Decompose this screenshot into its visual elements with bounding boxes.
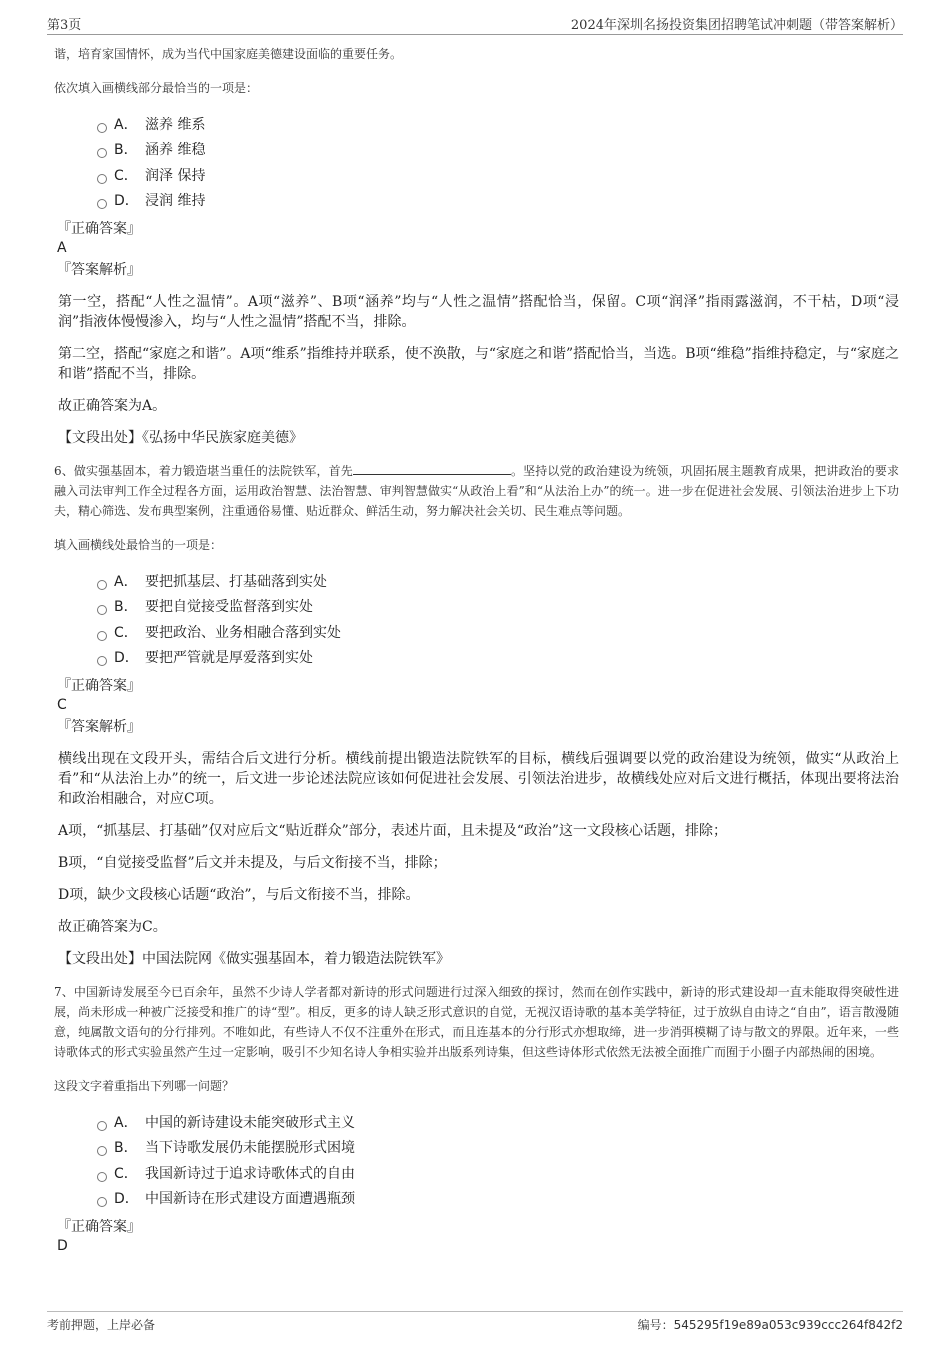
radio-icon[interactable]: [97, 148, 107, 158]
radio-icon[interactable]: [97, 123, 107, 133]
radio-icon[interactable]: [97, 1121, 107, 1131]
q6-analysis-label: 『答案解析』: [57, 719, 141, 735]
q7-option-c[interactable]: C． 我国新诗过于追求诗歌体式的自由: [97, 1161, 899, 1187]
q6-analysis-5: 故正确答案为C。: [58, 919, 167, 935]
q5-analysis-label: 『答案解析』: [57, 262, 141, 278]
radio-icon[interactable]: [97, 580, 107, 590]
q5-option-c[interactable]: C． 润泽 保持: [97, 163, 899, 189]
page-header: [47, 10, 903, 35]
q6-prompt: 填入画横线处最恰当的一项是：: [54, 538, 223, 552]
q6-analysis-4: D项，缺少文段核心话题“政治”，与后文衔接不当，排除。: [58, 887, 420, 903]
q5-analysis-3: 故正确答案为A。: [58, 398, 167, 414]
q6-analysis-3: B项，“自觉接受监督”后文并未提及，与后文衔接不当，排除；: [58, 855, 447, 871]
q6-blank: [353, 462, 511, 475]
radio-icon[interactable]: [97, 199, 107, 209]
q7-option-d[interactable]: D． 中国新诗在形式建设方面遭遇瓶颈: [97, 1187, 899, 1213]
q6-analysis-2: A项，“抓基层、打基础”仅对应后文“贴近群众”部分，表述片面，且未提及“政治”这一文段核心话题，排除；: [58, 823, 728, 839]
q6-text: 6、做实强基固本，着力锻造堪当重任的法院铁军，首先 。坚持以党的政治建设为统领，巩固拓展主题教育成果，把讲政治的要求融入司法审判工作全过程各方面，运用政治智慧、法治智慧、审判智慧做实“从政治上看”和“从法治上办”的统一。进一步在促进社会发展、引领法治进步上下功夫，精心筛选、发布典型案例，注重通俗易懂、贴近群众、鲜活生动，努力解决社会关切、民生难点等问题。: [54, 464, 899, 518]
q6-options: [97, 569, 899, 671]
radio-icon[interactable]: [97, 1172, 107, 1182]
page-content: [54, 44, 899, 1255]
q7-prompt: 这段文字着重指出下列哪一问题？: [54, 1079, 235, 1093]
document-title: 2024年深圳名扬投资集团招聘笔试冲刺题（带答案解析）: [570, 18, 903, 33]
q7-option-a[interactable]: A． 中国的新诗建设未能突破形式主义: [97, 1110, 899, 1136]
q7-text: 7、中国新诗发展至今已百余年，虽然不少诗人学者都对新诗的形式问题进行过深入细致的探讨，然而在创作实践中，新诗的形式建设却一直未能取得突破性进展，尚未形成一种被广泛接受和推广的诗“型”。相反，更多的诗人缺乏形式意识的自觉，无视汉语诗歌的基本美学特征，过于放纵自由诗之“自由”，语言散漫随意，纯属散文语句的分行排列。不唯如此，有些诗人不仅不注重外在形式，而且连基本的分行形式亦想取缔，进一步消弭模糊了诗与散文的界限。近年来，一些诗歌体式的形式实验虽然产生过一定影响，吸引不少知名诗人争相实验并出版系列诗集，但这些诗体形式依然无法被全面推广而囿于小圈子内部热闹的困境。: [54, 985, 899, 1059]
q5-source: 【文段出处】《弘扬中华民族家庭美德》: [58, 430, 303, 446]
radio-icon[interactable]: [97, 1146, 107, 1156]
q6-analysis-1: 横线出现在文段开头，需结合后文进行分析。横线前提出锻造法院铁军的目标，横线后强调要以党的政治建设为统领，做实“从政治上看”和“从法治上办”的统一，后文进一步论述法院应该如何促进社会发展、引领法治进步，故横线处应对后文进行概括，体现出要将法治和政治相融合，对应C项。: [58, 751, 899, 807]
q7-options: [97, 1110, 899, 1212]
q6-answer: C: [57, 697, 67, 713]
page-number: 第3页: [47, 18, 82, 33]
radio-icon[interactable]: [97, 1197, 107, 1207]
q6-option-d[interactable]: D． 要把严管就是厚爱落到实处: [97, 646, 899, 672]
q5-options: [97, 112, 899, 214]
radio-icon[interactable]: [97, 656, 107, 666]
q5-option-d[interactable]: D． 浸润 维持: [97, 189, 899, 215]
q5-analysis-1: 第一空，搭配“人性之温情”。A项“滋养”、B项“涵养”均与“人性之温情”搭配恰当，保留。C项“润泽”指雨露滋润，不干枯，D项“浸润”指液体慢慢渗入，均与“人性之温情”搭配不当，排除。: [58, 294, 899, 330]
q5-option-a[interactable]: A． 滋养 维系: [97, 112, 899, 138]
footer-slogan: 考前押题，上岸必备: [47, 1318, 156, 1332]
q5-prompt: 依次填入画横线部分最恰当的一项是：: [54, 81, 259, 95]
page-footer: [47, 1311, 903, 1336]
q5-answer: A: [57, 240, 67, 256]
q6-answer-label: 『正确答案』: [57, 678, 141, 694]
q5-answer-label: 『正确答案』: [57, 221, 141, 237]
q5-text-tail: 谐，培育家国情怀，成为当代中国家庭美德建设面临的重要任务。: [54, 47, 403, 61]
q6-option-b[interactable]: B． 要把自觉接受监督落到实处: [97, 595, 899, 621]
q5-analysis-2: 第二空，搭配“家庭之和谐”。A项“维系”指维持并联系，使不涣散，与“家庭之和谐”搭配恰当，当选。B项“维稳”指维持稳定，与“家庭之和谐”搭配不当，排除。: [58, 346, 899, 382]
q6-option-c[interactable]: C． 要把政治、业务相融合落到实处: [97, 620, 899, 646]
radio-icon[interactable]: [97, 605, 107, 615]
radio-icon[interactable]: [97, 631, 107, 641]
q7-answer: D: [57, 1238, 68, 1254]
q5-option-b[interactable]: B． 涵养 维稳: [97, 138, 899, 164]
document-id: 编号：545295f19e89a053c939ccc264f842f2: [637, 1318, 903, 1332]
q7-answer-label: 『正确答案』: [57, 1219, 141, 1235]
q6-source: 【文段出处】中国法院网《做实强基固本，着力锻造法院铁军》: [58, 951, 450, 967]
q6-option-a[interactable]: A． 要把抓基层、打基础落到实处: [97, 569, 899, 595]
q7-option-b[interactable]: B． 当下诗歌发展仍未能摆脱形式困境: [97, 1136, 899, 1162]
radio-icon[interactable]: [97, 174, 107, 184]
